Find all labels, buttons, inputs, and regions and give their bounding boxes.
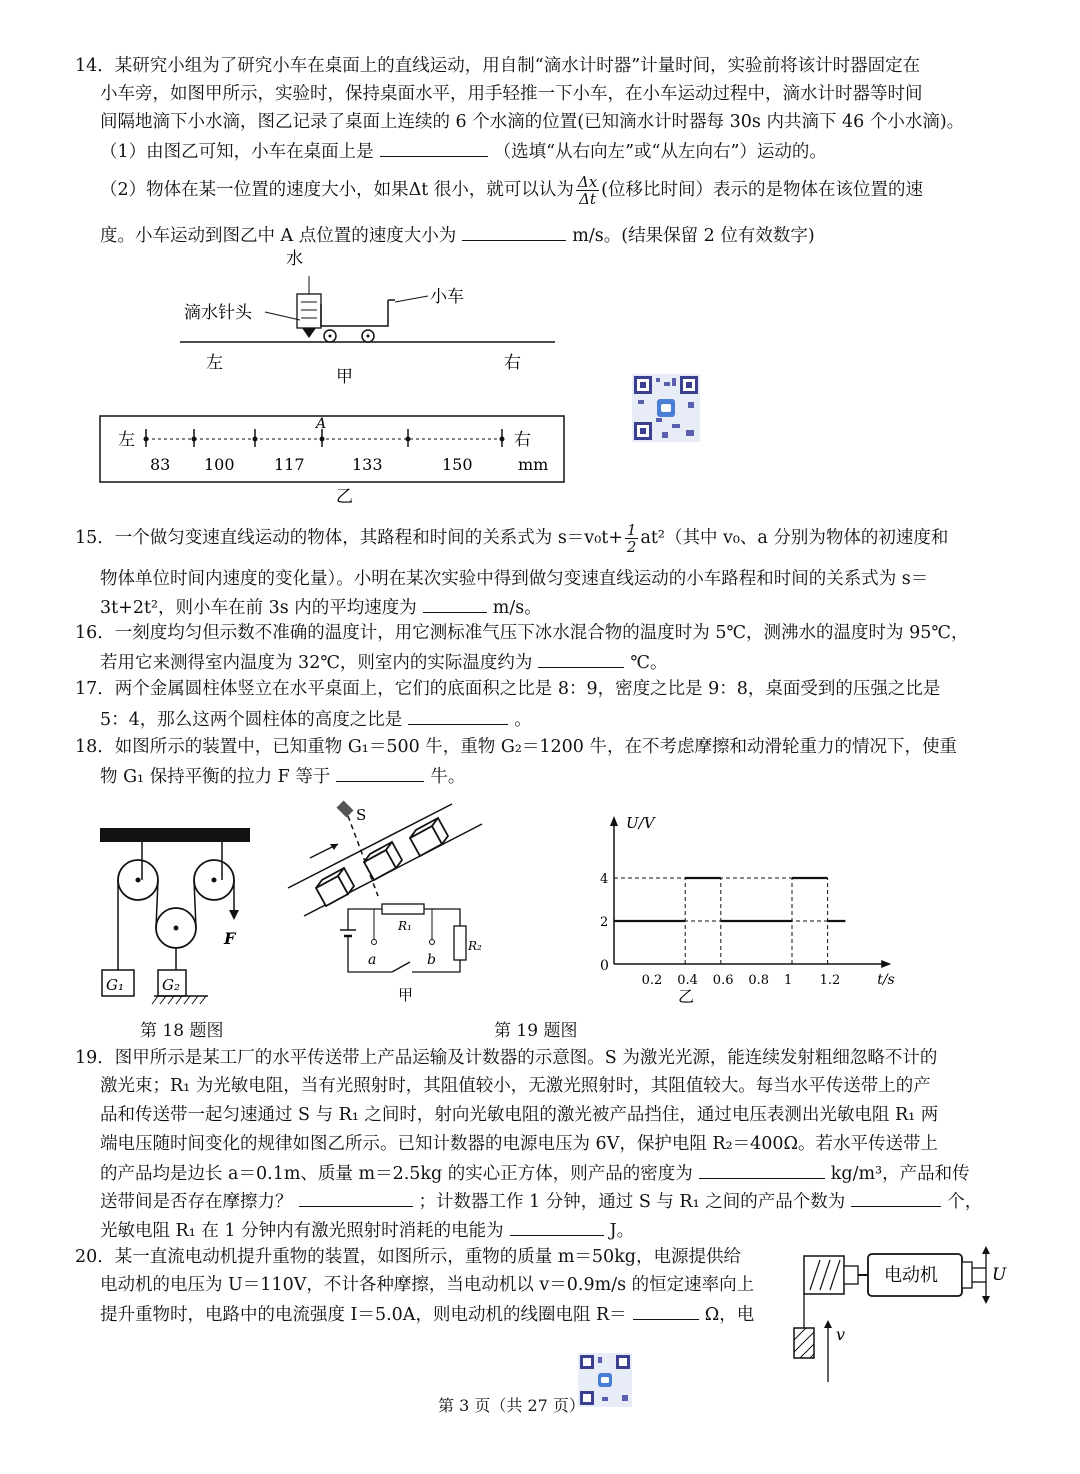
- q17-line1: 17．两个金属圆柱体竖立在水平桌面上，它们的底面积之比是 8：9，密度之比是 9：8，桌面受到的压强之比是: [75, 679, 941, 699]
- q14-frac-num: Δx: [577, 173, 598, 191]
- distance-4: 133: [352, 455, 383, 474]
- force-label: F: [224, 929, 236, 948]
- q14-fraction: [576, 174, 599, 207]
- force-arrow: [229, 910, 239, 920]
- q17-line2-b: 。: [514, 710, 532, 730]
- q19-line2: 激光束；R₁ 为光敏电阻，当有光照射时，其阻值较小，无激光照射时，其阻值较大。每当水平传送带上的产: [100, 1076, 931, 1096]
- q19-line6-b: ；计数器工作 1 分钟，通过 S 与 R₁ 之间的产品个数为: [418, 1192, 846, 1212]
- tape-right-label: 右: [514, 430, 531, 450]
- terminal-a: [372, 940, 377, 945]
- q15-fraction: [625, 522, 639, 555]
- q14-part2-line2: [100, 222, 815, 248]
- x-tick-label: 1: [784, 973, 793, 988]
- q20-answer-blank[interactable]: [633, 1301, 699, 1320]
- r1-resistor: [382, 904, 424, 914]
- left-label: 左: [206, 353, 223, 373]
- q15-frac-den: 2: [626, 538, 637, 556]
- q19-line5-b: kg/m³，产品和传: [830, 1164, 970, 1184]
- q18-line2-a: 物 G₁ 保持平衡的拉力 F 等于: [100, 767, 331, 787]
- q19-line3: 品和传送带一起匀速通过 S 与 R₁ 之间时，射向光敏电阻的激光被产品挡住，通过电压表测出光敏电阻 R₁ 两: [100, 1105, 939, 1125]
- q19-jia-caption: 甲: [398, 986, 414, 1004]
- q19-line5: [100, 1160, 970, 1186]
- q14-part2: [100, 174, 923, 207]
- x-tick-label: 0.8: [748, 973, 770, 988]
- needle-label: 滴水针头: [184, 303, 252, 323]
- distance-2: 100: [204, 455, 235, 474]
- q14-part2-text-a: （2）物体在某一位置的速度大小，如果Δt 很小，就可以认为: [100, 180, 574, 200]
- q14-line1: 14．某研究小组为了研究小车在桌面上的直线运动，用自制“滴水计时器”计量时间，实验前将该计时器固定在: [75, 56, 921, 76]
- q14-part1-text-b: （选填“从右向左”或“从左向右”）运动的。: [493, 142, 827, 162]
- x-tick-label: 0.4: [677, 973, 698, 988]
- figure-jia-caption: 甲: [336, 367, 353, 387]
- y-axis-label: U/V: [626, 814, 655, 832]
- q19-conveyor-figure: [282, 800, 502, 1012]
- car-label: 小车: [430, 287, 464, 307]
- cart-body: [321, 300, 388, 326]
- coupling: [844, 1266, 858, 1284]
- q20-motor-figure: [790, 1240, 1020, 1386]
- right-label: 右: [504, 353, 521, 373]
- u-label: U: [992, 1265, 1007, 1285]
- q18-answer-blank[interactable]: [336, 763, 424, 782]
- q16-line2: [100, 649, 667, 675]
- x-axis-arrow: [881, 960, 891, 968]
- x-tick-label: 0.6: [712, 973, 734, 988]
- water-label: 水: [286, 249, 303, 269]
- y-tick-label: 4: [600, 872, 609, 887]
- q16-line2-a: 若用它来测得室内温度为 32℃，则室内的实际温度约为: [100, 653, 533, 673]
- laser-source: [337, 801, 354, 818]
- q15-line3-b: m/s。: [492, 598, 542, 618]
- switch: [392, 962, 410, 972]
- car-leader-line: [395, 296, 428, 302]
- q18-caption: 第 18 题图: [140, 1021, 224, 1041]
- r2-label: R₂: [468, 939, 482, 953]
- ceiling-beam: [100, 828, 250, 842]
- q14-line2: 小车旁，如图甲所示，实验时，保持桌面水平，用手轻推一下小车，在小车运动过程中，滴水计时器等时间: [100, 84, 923, 104]
- q19-line7: [100, 1217, 634, 1243]
- q14-part2-text-c: 度。小车运动到图乙中 A 点位置的速度大小为: [100, 226, 457, 246]
- q14-part1: [100, 138, 827, 164]
- q18-line2-b: 牛。: [430, 767, 466, 787]
- needle-leader-line: [265, 312, 300, 320]
- q20-line1: 20．某一直流电动机提升重物的装置，如图所示，重物的质量 m＝50kg，电源提供给: [75, 1247, 741, 1267]
- q19-answer-blank-friction[interactable]: [299, 1188, 413, 1207]
- q14-part2-text-b: (位移比时间）表示的是物体在该位置的速: [601, 180, 923, 200]
- v-label: v: [836, 1325, 846, 1344]
- q14-part2-text-d: m/s。(结果保留 2 位有效数字): [572, 226, 815, 246]
- q15-line3-a: 3t+2t²，则小车在前 3s 内的平均速度为: [100, 598, 417, 618]
- q15-text-b: at²（其中 v₀、a 分别为物体的初速度和: [640, 528, 949, 548]
- q15-answer-blank[interactable]: [423, 594, 487, 613]
- q19-answer-blank-energy[interactable]: [510, 1217, 604, 1236]
- q19-line6-c: 个，: [947, 1192, 983, 1212]
- q17-answer-blank[interactable]: [408, 706, 508, 725]
- q17-line2-a: 5：4，那么这两个圆柱体的高度之比是: [100, 710, 403, 730]
- g1-label: G₁: [106, 976, 124, 994]
- y-tick-label: 2: [600, 915, 609, 930]
- q20-line3: [100, 1301, 754, 1327]
- q14-frac-den: Δt: [579, 190, 596, 208]
- qr-code-bottom-icon: [578, 1353, 632, 1407]
- r1-label: R₁: [398, 919, 412, 933]
- q19-voltage-chart: [590, 806, 895, 1006]
- q19-yi-caption: 乙: [678, 987, 695, 1006]
- point-a-label: A: [316, 416, 327, 432]
- q19-line7-a: 光敏电阻 R₁ 在 1 分钟内有激光照射时消耗的电能为: [100, 1221, 504, 1241]
- q19-answer-blank-count[interactable]: [851, 1188, 941, 1207]
- q15-frac-num: 1: [626, 521, 637, 539]
- q18-line2: [100, 763, 465, 789]
- q19-line4: 端电压随时间变化的规律如图乙所示。已知计数器的电源电压为 6V，保护电阻 R₂＝400Ω。若水平传送带上: [100, 1134, 938, 1154]
- x-axis-label: t/s: [877, 972, 895, 988]
- distance-3: 117: [274, 455, 305, 474]
- figure-yi-caption: 乙: [336, 487, 353, 507]
- q19-answer-blank-density[interactable]: [699, 1160, 825, 1179]
- q14-line3: 间隔地滴下小水滴，图乙记录了桌面上连续的 6 个水滴的位置(已知滴水计时器每 30s 内共滴下 46 个小水滴)。: [100, 112, 965, 132]
- needle-tip: [302, 328, 316, 338]
- q15-line1: [75, 522, 948, 555]
- q14-figure-yi: [98, 412, 568, 508]
- distance-1: 83: [150, 455, 171, 474]
- q18-line1: 18．如图所示的装置中，已知重物 G₁＝500 牛，重物 G₂＝1200 牛，在不考虑摩擦和动滑轮重力的情况下，使重: [75, 737, 957, 757]
- x-tick-label: 1.2: [819, 973, 841, 988]
- distance-5: 150: [442, 455, 473, 474]
- q15-text-a: 15．一个做匀变速直线运动的物体，其路程和时间的关系式为 s＝v₀t+: [75, 528, 623, 548]
- x-tick-label: 0.2: [641, 973, 663, 988]
- q16-answer-blank[interactable]: [538, 649, 624, 668]
- q14-figure-jia: [170, 246, 570, 386]
- origin-label: 0: [600, 958, 609, 974]
- q18-pulley-figure: [96, 824, 256, 1008]
- a-label: a: [368, 952, 377, 968]
- q19-line7-b: J。: [609, 1221, 635, 1241]
- q19-line1: 19．图甲所示是某工厂的水平传送带上产品运输及计数器的示意图。S 为激光光源，能连续发射粗细忽略不计的: [75, 1048, 938, 1068]
- y-axis-arrow: [610, 816, 618, 826]
- q19-line6: [100, 1188, 982, 1214]
- r2-resistor: [454, 926, 466, 960]
- q19-line5-a: 的产品均是边长 a＝0.1m、质量 m＝2.5kg 的实心正方体，则产品的密度为: [100, 1164, 693, 1184]
- q20-line3-a: 提升重物时，电路中的电流强度 I＝5.0A，则电动机的线圈电阻 R＝: [100, 1305, 627, 1325]
- g2-label: G₂: [162, 976, 180, 994]
- q16-line2-b: ℃。: [630, 653, 668, 673]
- q17-line2: [100, 706, 532, 732]
- q14-answer-blank-1[interactable]: [380, 138, 488, 157]
- q15-line2: 物体单位时间内速度的变化量）。小明在某次实验中得到做匀变速直线运动的小车路程和时间的关系式为 s＝: [100, 569, 929, 589]
- dripper-body: [297, 294, 321, 328]
- distance-unit: mm: [518, 455, 549, 474]
- q16-line1: 16．一刻度均匀但示数不准确的温度计，用它测标准气压下冰水混合物的温度时为 5℃，测沸水的温度时为 95℃，: [75, 623, 969, 643]
- q15-line3: [100, 594, 542, 620]
- q14-answer-blank-2[interactable]: [462, 222, 566, 241]
- q20-line2: 电动机的电压为 U＝110V，不计各种摩擦，当电动机以 v＝0.9m/s 的恒定速率向上: [100, 1275, 755, 1295]
- b-label: b: [427, 952, 436, 968]
- terminal-b: [430, 940, 435, 945]
- source-label: S: [356, 806, 367, 824]
- motor-label: 电动机: [884, 1265, 938, 1286]
- qr-code-icon: [632, 374, 700, 442]
- page-footer: 第 3 页（共 27 页）: [438, 1396, 585, 1415]
- q19-line6-a: 送带间是否存在摩擦力？: [100, 1192, 293, 1212]
- q19-caption: 第 19 题图: [494, 1021, 578, 1041]
- product-cubes: [316, 818, 448, 906]
- q14-part1-text-a: （1）由图乙可知，小车在桌面上是: [100, 142, 374, 162]
- tape-left-label: 左: [118, 430, 135, 450]
- q20-line3-b: Ω，电: [704, 1305, 755, 1325]
